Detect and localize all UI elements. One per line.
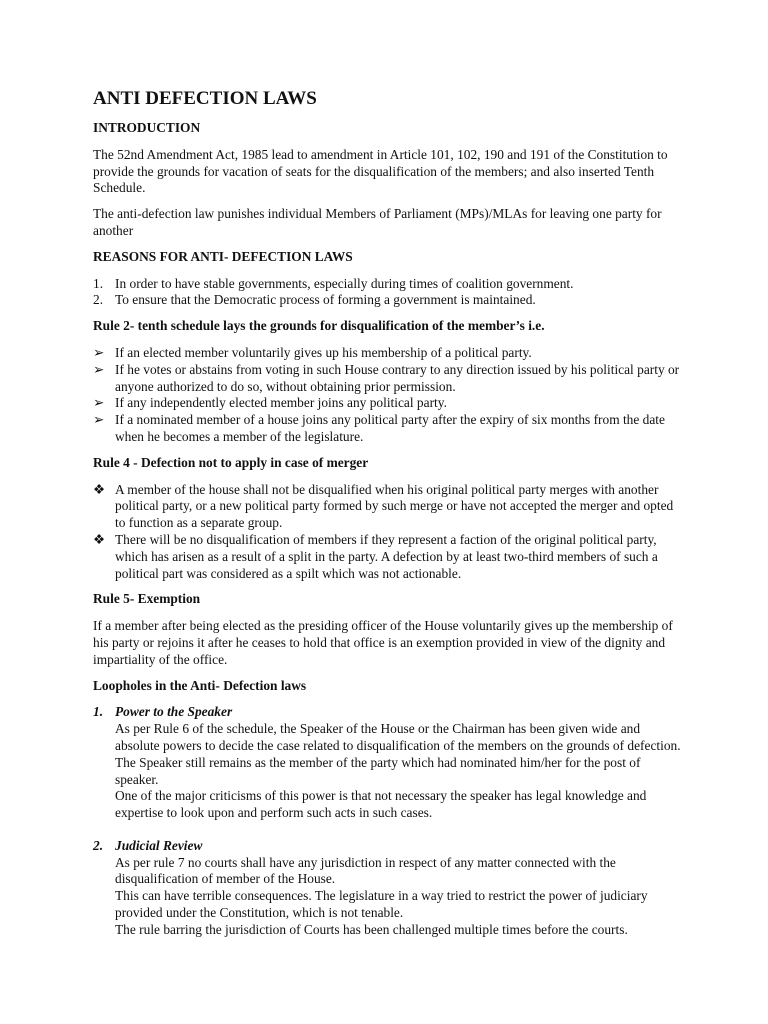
list-item — [93, 412, 683, 446]
rule2-list — [93, 345, 683, 446]
list-item-text: If any independently elected member joins any political party. — [115, 395, 447, 411]
list-item — [93, 292, 683, 309]
list-item — [93, 276, 683, 293]
list-item-text: If a nominated member of a house joins any political party after the expiry of six months from the date when he becomes a member of the legislature. — [115, 412, 665, 444]
introduction-heading: INTRODUCTION — [93, 120, 201, 135]
loophole-text: The rule barring the jurisdiction of Courts has been challenged multiple times before the courts. — [115, 921, 628, 937]
diamond-bullet-icon: ❖ — [93, 481, 106, 497]
list-item-text: To ensure that the Democratic process of forming a government is maintained. — [115, 292, 536, 308]
reasons-heading: REASONS FOR ANTI- DEFECTION LAWS — [93, 248, 353, 264]
loophole-text: As per Rule 6 of the schedule, the Speaker of the House or the Chairman has been given wide and absolute powers to decide the case related to disqualification of the members on the grounds of defection. The Speaker still remains as the member of the party which had nominated him/her for the post of speaker. — [115, 721, 681, 787]
reasons-list — [93, 276, 683, 310]
document-body — [93, 88, 683, 948]
loopholes-list — [93, 704, 683, 938]
list-item — [93, 704, 683, 822]
list-number: 2. — [93, 292, 104, 308]
list-item-text: If an elected member voluntarily gives up his membership of a political party. — [115, 344, 532, 360]
rule5-heading: Rule 5- Exemption — [93, 591, 201, 607]
list-item-text: A member of the house shall not be disqualified when his original political party merges with another political party, or a new political party formed by such merge or have not accepted the merger and opted to function as a separate group. — [115, 481, 674, 531]
list-item — [93, 362, 683, 396]
rule4-list — [93, 482, 683, 583]
diamond-bullet-icon: ❖ — [93, 531, 106, 547]
arrow-bullet-icon: ➢ — [93, 412, 105, 428]
arrow-bullet-icon: ➢ — [93, 361, 105, 377]
loophole-title: Power to the Speaker — [115, 704, 233, 720]
list-item — [93, 395, 683, 412]
list-item — [93, 345, 683, 362]
list-item — [93, 532, 683, 582]
list-number: 1. — [93, 704, 104, 720]
loophole-text: This can have terrible consequences. The legislature in a way tried to restrict the power of judiciary provided under the Constitution, which is not tenable. — [115, 888, 648, 921]
list-number: 1. — [93, 275, 104, 291]
list-number: 2. — [93, 837, 104, 853]
rule5-paragraph: If a member after being elected as the presiding officer of the House voluntarily gives up the membership of his party or rejoins it after he ceases to hold that office is an exemption provided in view of the dignity and impartiality of the office. — [93, 618, 673, 667]
page-title: ANTI DEFECTION LAWS — [93, 88, 317, 109]
list-item-text: In order to have stable governments, especially during times of coalition government. — [115, 275, 574, 291]
rule4-heading: Rule 4 - Defection not to apply in case of merger — [93, 454, 369, 470]
intro-paragraph-1: The 52nd Amendment Act, 1985 lead to amendment in Article 101, 102, 190 and 191 of the Constitution to provide the grounds for vacation of seats for the disqualification of the members; and also inserted Tenth Schedule. — [93, 146, 668, 196]
arrow-bullet-icon: ➢ — [93, 395, 105, 411]
list-item-text: There will be no disqualification of members if they represent a faction of the original political party, which has arisen as a result of a split in the party. A defection by at least two-third members of such a political part was considered as a spilt which was not actionable. — [115, 531, 658, 581]
loophole-text: As per rule 7 no courts shall have any jurisdiction in respect of any matter connected with the disqualification of member of the House. — [115, 854, 616, 887]
list-item — [93, 482, 683, 532]
rule2-heading: Rule 2- tenth schedule lays the grounds for disqualification of the member’s i.e. — [93, 318, 545, 334]
loophole-title: Judicial Review — [115, 837, 203, 853]
loophole-text: One of the major criticisms of this power is that not necessary the speaker has legal knowledge and expertise to look upon and perform such acts in such cases. — [115, 788, 647, 821]
list-item-text: If he votes or abstains from voting in such House contrary to any direction issued by his political party or anyone authorized to do so, without obtaining prior permission. — [115, 361, 680, 394]
list-item — [93, 838, 683, 939]
intro-paragraph-2: The anti-defection law punishes individual Members of Parliament (MPs)/MLAs for leaving one party for another — [93, 206, 662, 238]
arrow-bullet-icon: ➢ — [93, 344, 105, 360]
loopholes-heading: Loopholes in the Anti- Defection laws — [93, 677, 307, 693]
